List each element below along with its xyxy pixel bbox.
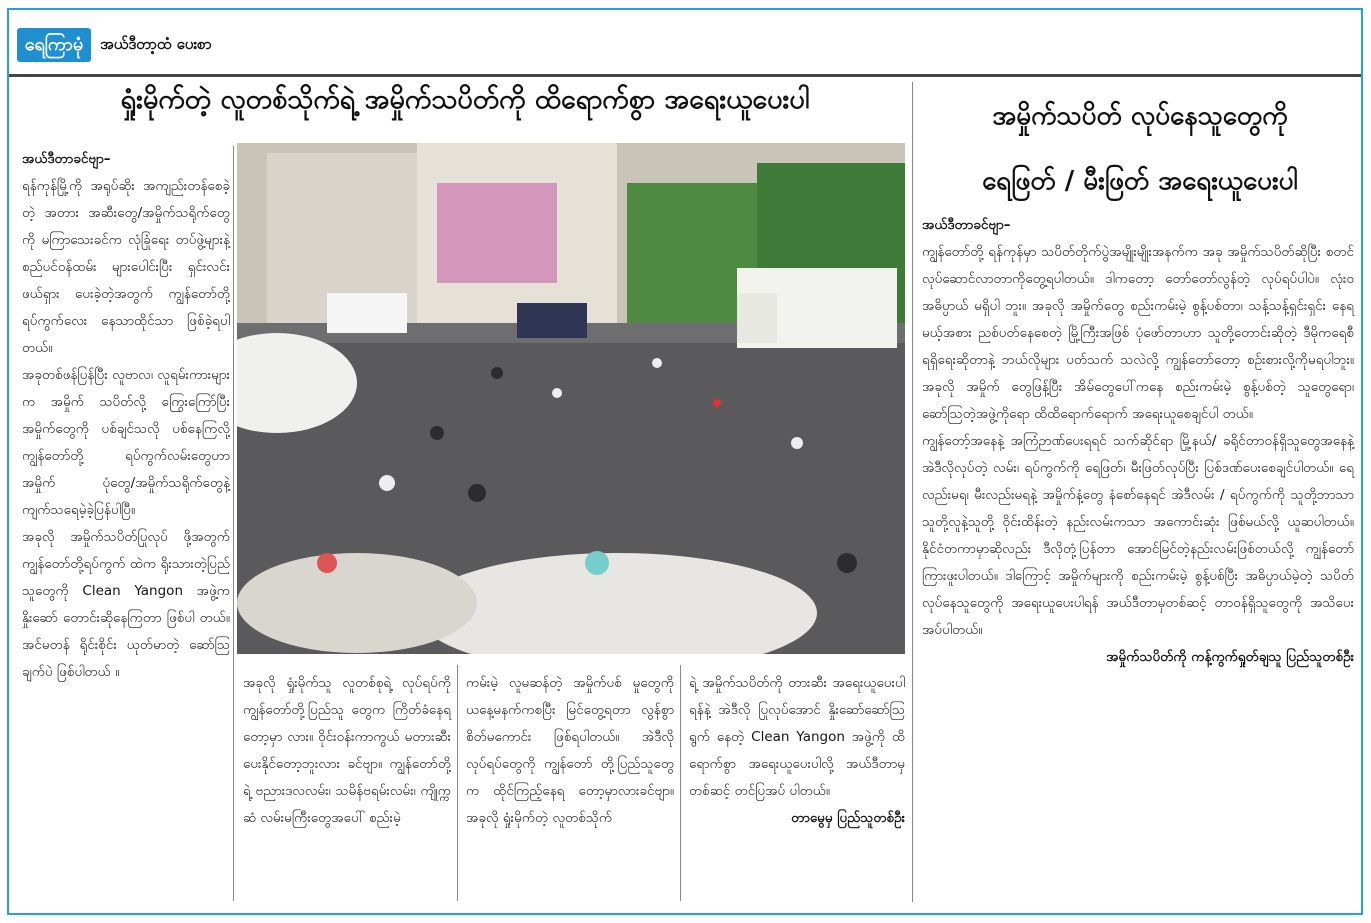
column-divider: [233, 146, 234, 901]
letter1-column-2: [243, 670, 451, 832]
letter1-signature: တာမွေမှ ပြည်သူတစ်ဦး: [791, 810, 905, 826]
letter1-column-3: [466, 670, 674, 832]
letter1-paragraph: အခုတစ်ဖန်ပြန်ပြီး လူဗာလ၊ လူရမ်းကားများက အမှိုက် သပိတ်လို့ ကြွေးကြော်ပြီး အမှိုက်တွေကို ပစ်ချင်သလို ပစ်နေကြလို့ ကျွန်တော်တို့ ရပ်ကွက်လမ်းတွေဟာ အမှိုက် ပုံတွေ/အမှိုက်သရိုက်တွေနဲ့ ကျက်သရေမဲ့ခဲ့ပြန်ပါပြီ။: [22, 367, 230, 518]
letter2-headline-line-2: ရေဖြတ် / မီးဖြတ် အရေးယူပေးပါ: [982, 166, 1298, 196]
section-title: အယ်ဒီတာ့ထံ ပေးစာ: [100, 35, 212, 53]
letter1-paragraph: အခုလို အမှိုက်သပိတ်ပြုလုပ် ဖို့အတွက် ကျွန်တော်တို့ရပ်ကွက် ထဲက ရိုးသားတဲ့ပြည်သူတွေကို Clean Yangon အဖွဲ့က နှိုးဆော် တောင်းဆိုနေကြတာ ဖြစ်ပါ တယ်။ အင်မတန် ရိုင်းစိုင်း ယုတ်မာတဲ့ ဆော်ဩချက်ပဲ ဖြစ်ပါတယ် ။: [22, 529, 230, 680]
letter2-headline-line-1: အမှိုက်သပိတ် လုပ်နေသူတွေကို: [992, 101, 1288, 131]
column-divider: [457, 665, 458, 901]
letter1-paragraph: အခုလို ရှုံးမိုက်သူ လူတစ်စုရဲ့ လုပ်ရပ်ကို ကျွန်တော်တို့ပြည်သူ တွေက ကြိတ်ခံနေရတော့မှာ လား။ ဝိုင်းဝန်းကာကွယ် မတားဆီး ပေးနိုင်တော့ဘူးလား ခင်ဗျာ။ ကျွန်တော်တို့ရဲ့ ဗညားဒလလမ်း၊ သမိန်ဗရမ်းလမ်း၊ ကျိုက္ကဆံ လမ်းမကြီးတွေအပေါ် စည်းမဲ့: [243, 675, 451, 826]
letter2-column: [922, 212, 1354, 671]
letter1-column-1: [22, 146, 230, 686]
letter1-salutation: အယ်ဒီတာခင်ဗျာ–: [22, 151, 111, 167]
letter1-paragraph: ရဲ့ အမှိုက်သပိတ်ကို တားဆီး အရေးယူပေးပါရန်နဲ့ အဲဒီလို ပြုလုပ်အောင် နှိုးဆော်ဆော်ဩရွက် နေတဲ့ Clean Yangon အဖွဲ့ကို ထိရောက်စွာ အရေးယူပေးပါလို့ အယ်ဒီတာမှတစ်ဆင့် တင်ပြအပ် ပါတယ်။: [689, 675, 905, 799]
column-divider: [680, 665, 681, 901]
header-rule: [9, 74, 1361, 77]
article-divider: [912, 82, 913, 902]
letter2-signature: အမှိုက်သပိတ်ကို ကန့်ကွက်ရှုတ်ချသူ ပြည်သူတစ်ဦး: [1106, 649, 1354, 665]
letter1-paragraph: ရန်ကုန်မြို့ကို အရုပ်ဆိုး အကျည်းတန်စေခဲ့တဲ့ အတား အဆီးတွေ/အမှိုက်သရိုက်တွေ ကို မကြာသေးခင်က လုံခြုံရေး တပ်ဖွဲ့များနဲ့ စည်ပင်ဝန်ထမ်း များပေါင်းပြီး ရှင်းလင်းဖယ်ရှား ပေးခဲ့တဲ့အတွက် ကျွန်တော်တို့ ရပ်ကွက်လေး နေသာထိုင်သာ ဖြစ်ခဲ့ရပါတယ်။: [22, 178, 230, 356]
letter1-headline: ရှုံးမိုက်တဲ့ လူတစ်သိုက်ရဲ့ အမှိုက်သပိတ်ကို ထိရောက်စွာ အရေးယူပေးပါ: [120, 84, 810, 115]
street-garbage-photo: [237, 143, 905, 654]
letter2-paragraph: ကျွန်တော်တို့ ရန်ကုန်မှာ သပိတ်တိုက်ပွဲအမျိုးမျိုးအနက်က အခု အမှိုက်သပိတ်ဆိုပြီး စတင်လုပ်ဆောင်လာတာကိုတွေ့ရပါတယ်။ ဒါကတော့ တော်တော်လွန်တဲ့ လုပ်ရပ်ပါပဲ။ လုံးဝအဓိပ္ပာယ် မရှိပါ ဘူး။ အခုလို အမှိုက်တွေ စည်းကမ်းမဲ့ စွန့်ပစ်တာ၊ သန့်သန့်ရှင်းရှင်း နေရမယ့်အစား ညစ်ပတ်နေစေတဲ့ မြို့ကြီးအဖြစ် ပုံဖော်တာဟာ သူတို့တောင်းဆိုတဲ့ ဒီမိုကရေစီရရှိရေးဆိုတာနဲ့ ဘယ်လိုများ ပတ်သက် သလဲလို့ ကျွန်တော်တော့ စဉ်းစားလို့ကိုမရပါဘူး။ အခုလို အမှိုက် တွေဖြန့်ပြီး အိမ်တွေပေါ်ကနေ စည်းကမ်းမဲ့ စွန့်ပစ်တဲ့ သူတွေရော၊ ဆော်ဩတဲ့အဖွဲ့ကိုရော ထိထိရောက်ရောက် အရေးယူစေချင်ပါ တယ်။: [922, 244, 1354, 422]
letter1-column-4: [689, 670, 905, 832]
letter2-salutation: အယ်ဒီတာခင်ဗျာ–: [922, 217, 1011, 233]
newspaper-logo: ရေကြာမုံ: [17, 28, 91, 62]
photo-illustration: [237, 143, 905, 654]
letter1-paragraph: ကမ်းမဲ့ လူမဆန်တဲ့ အမှိုက်ပစ် မှုတွေကို ယနေ့မနက်ကစပြီး မြင်တွေ့ရတာ လွန်စွာ စိတ်မကောင်း ဖြစ်ရပါတယ်။ အဲဒီလို လုပ်ရပ်တွေကို ကျွန်တော် တို့ပြည်သူတွေက ထိုင်ကြည့်နေရ တော့မှာလားခင်ဗျာ။ အခုလို ရှုံးမိုက်တဲ့ လူတစ်သိုက်: [466, 675, 674, 826]
letter2-paragraph: ကျွန်တော့်အနေနဲ့ အကြံဉာဏ်ပေးရရင် သက်ဆိုင်ရာ မြို့နယ်/ ခရိုင်တာဝန်ရှိသူတွေအနေနဲ့ အဲဒီလိုလုပ်တဲ့ လမ်း၊ ရပ်ကွက်ကို ရေဖြတ်၊ မီးဖြတ်လုပ်ပြီး ပြစ်ဒဏ်ပေးစေချင်ပါတယ်။ ရေလည်းမရ၊ မီးလည်းမရနဲ့ အမှိုက်နံ့တွေ နံစော်နေရင် အဲဒီလမ်း / ရပ်ကွက်ကို သူတို့ဘာသာ သူတို့လူနဲ့သူတို့ ဝိုင်းထိန်းတဲ့ နည်းလမ်းကသာ အကောင်းဆုံး ဖြစ်မယ်လို့ ယူဆပါတယ်။ နိုင်ငံတကာမှာဆိုလည်း ဒီလိုတုံ့ပြန်တာ အောင်မြင်တဲ့နည်းလမ်းဖြစ်တယ်လို့ ကျွန်တော် ကြားဖူးပါတယ်။ ဒါကြောင့် အမှိုက်များကို စည်းကမ်းမဲ့ စွန့်ပစ်ပြီး အဓိပ္ပာယ်မဲ့တဲ့ သပိတ်လုပ်နေသူတွေကို အရေးယူပေးပါရန် အယ်ဒီတာမှတစ်ဆင့် တာဝန်ရှိသူတွေကို အသိပေးအပ်ပါတယ်။: [922, 433, 1354, 638]
